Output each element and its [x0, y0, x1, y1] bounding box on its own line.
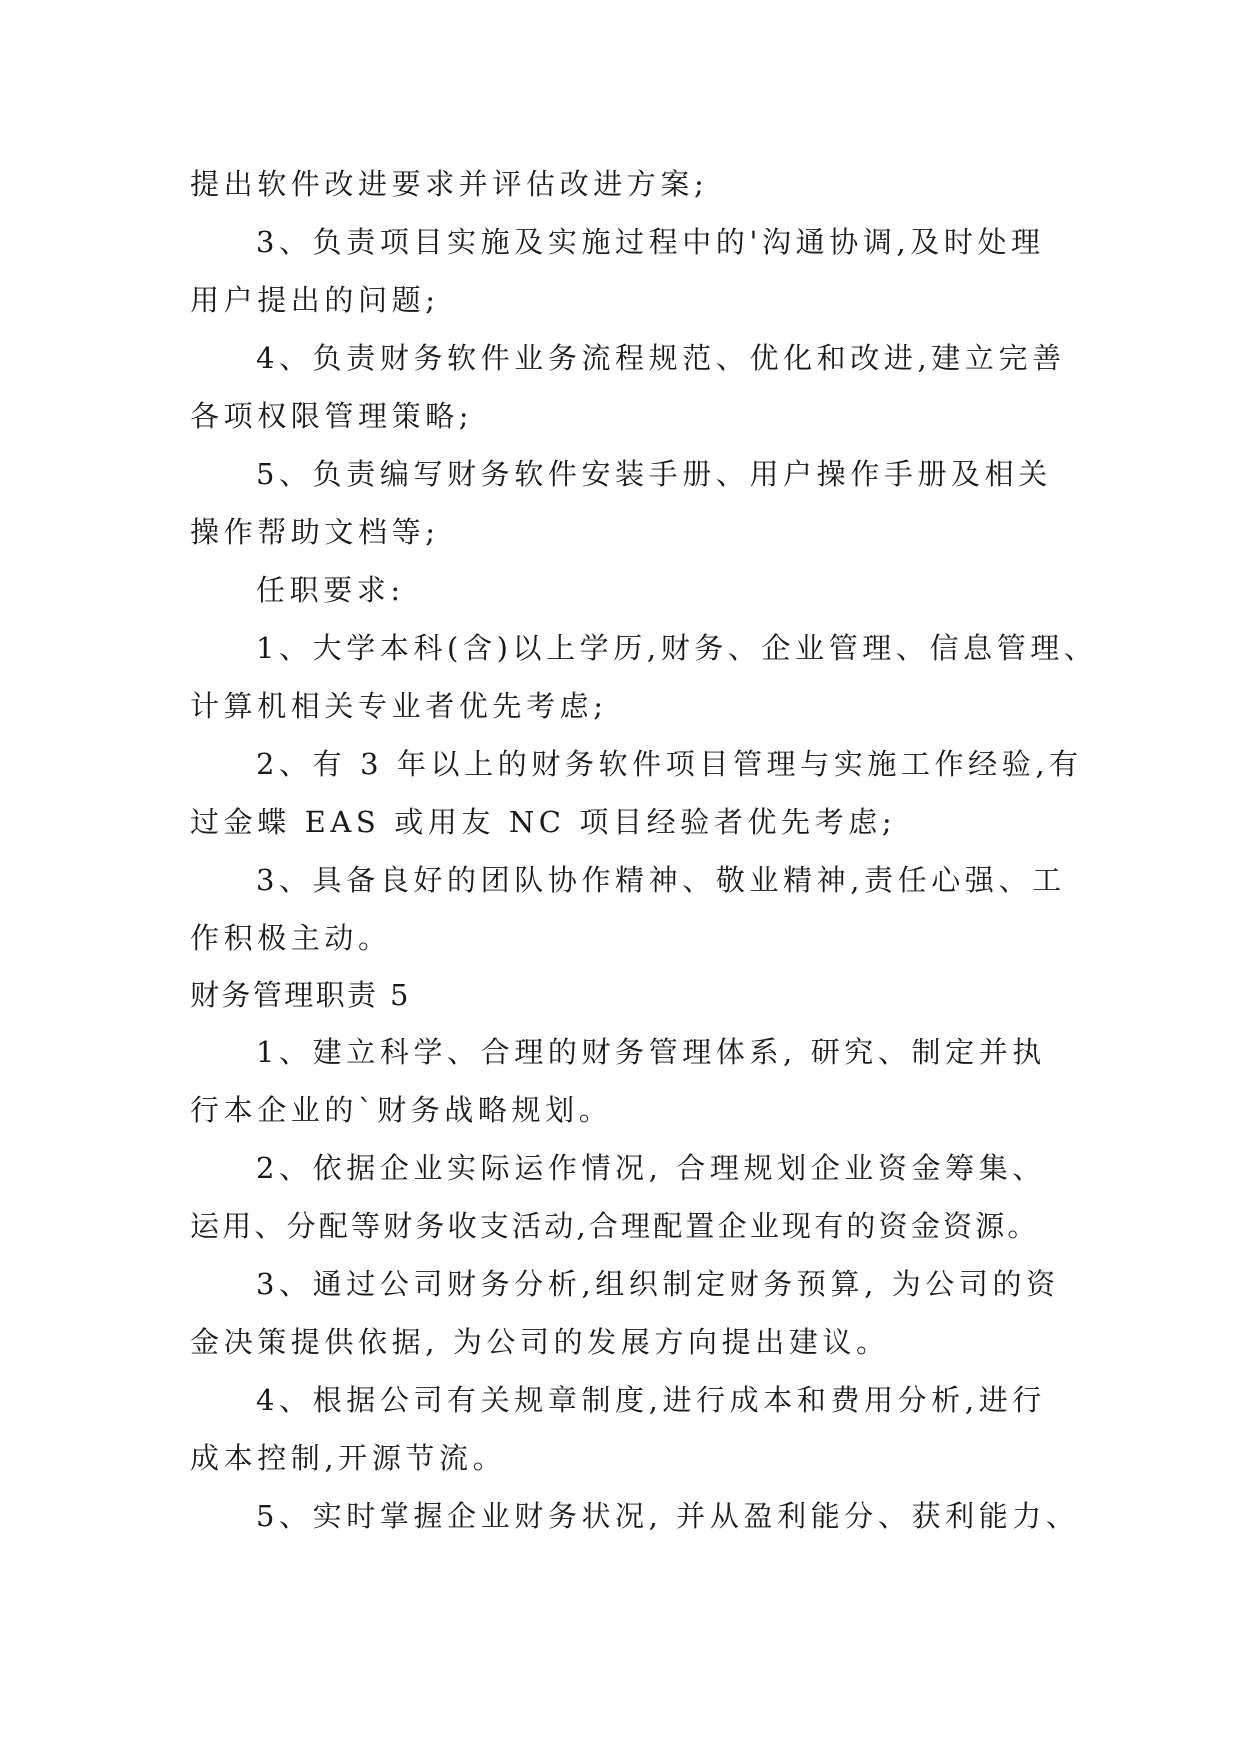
body-line: 金决策提供依据, 为公司的发展方向提出建议。 — [190, 1325, 890, 1359]
body-line: 提出软件改进要求并评估改进方案; — [190, 167, 709, 201]
body-line: 各项权限管理策略; — [190, 399, 474, 433]
body-line: 用户提出的问题; — [190, 283, 440, 317]
body-line: 作积极主动。 — [190, 921, 392, 955]
list-item-line: 2、有 3 年以上的财务软件项目管理与实施工作经验,有 — [256, 747, 1083, 781]
list-item-line: 3、通过公司财务分析,组织制定财务预算, 为公司的资 — [256, 1267, 1060, 1301]
list-item-line: 1、建立科学、合理的财务管理体系, 研究、制定并执 — [256, 1035, 1046, 1069]
body-line: 计算机相关专业者优先考虑; — [190, 689, 608, 723]
list-item-line: 5、实时掌握企业财务状况, 并从盈利能分、获利能力、 — [256, 1499, 1080, 1533]
list-item-line: 3、负责项目实施及实施过程中的'沟通协调,及时处理 — [256, 225, 1045, 259]
section-heading: 财务管理职责 5 — [190, 978, 411, 1012]
body-line: 操作帮助文档等; — [190, 515, 440, 549]
body-line: 运用、分配等财务收支活动,合理配置企业现有的资金资源。 — [190, 1209, 1040, 1243]
body-line: 行本企业的`财务战略规划。 — [190, 1093, 613, 1127]
list-item-line: 5、负责编写财务软件安装手册、用户操作手册及相关 — [256, 457, 1052, 491]
list-item-line: 4、根据公司有关规章制度,进行成本和费用分析,进行 — [256, 1383, 1046, 1417]
list-item-line: 3、具备良好的团队协作精神、敬业精神,责任心强、工 — [256, 863, 1066, 897]
list-item-line: 1、大学本科(含)以上学历,财务、企业管理、信息管理、 — [256, 631, 1098, 665]
list-item-line: 2、依据企业实际运作情况, 合理规划企业资金筹集、 — [256, 1151, 1046, 1185]
section-label: 任职要求: — [256, 573, 405, 607]
list-item-line: 4、负责财务软件业务流程规范、优化和改进,建立完善 — [256, 341, 1066, 375]
body-line: 过金蝶 EAS 或用友 NC 项目经验者优先考虑; — [190, 805, 897, 839]
body-line: 成本控制,开源节流。 — [190, 1441, 507, 1475]
